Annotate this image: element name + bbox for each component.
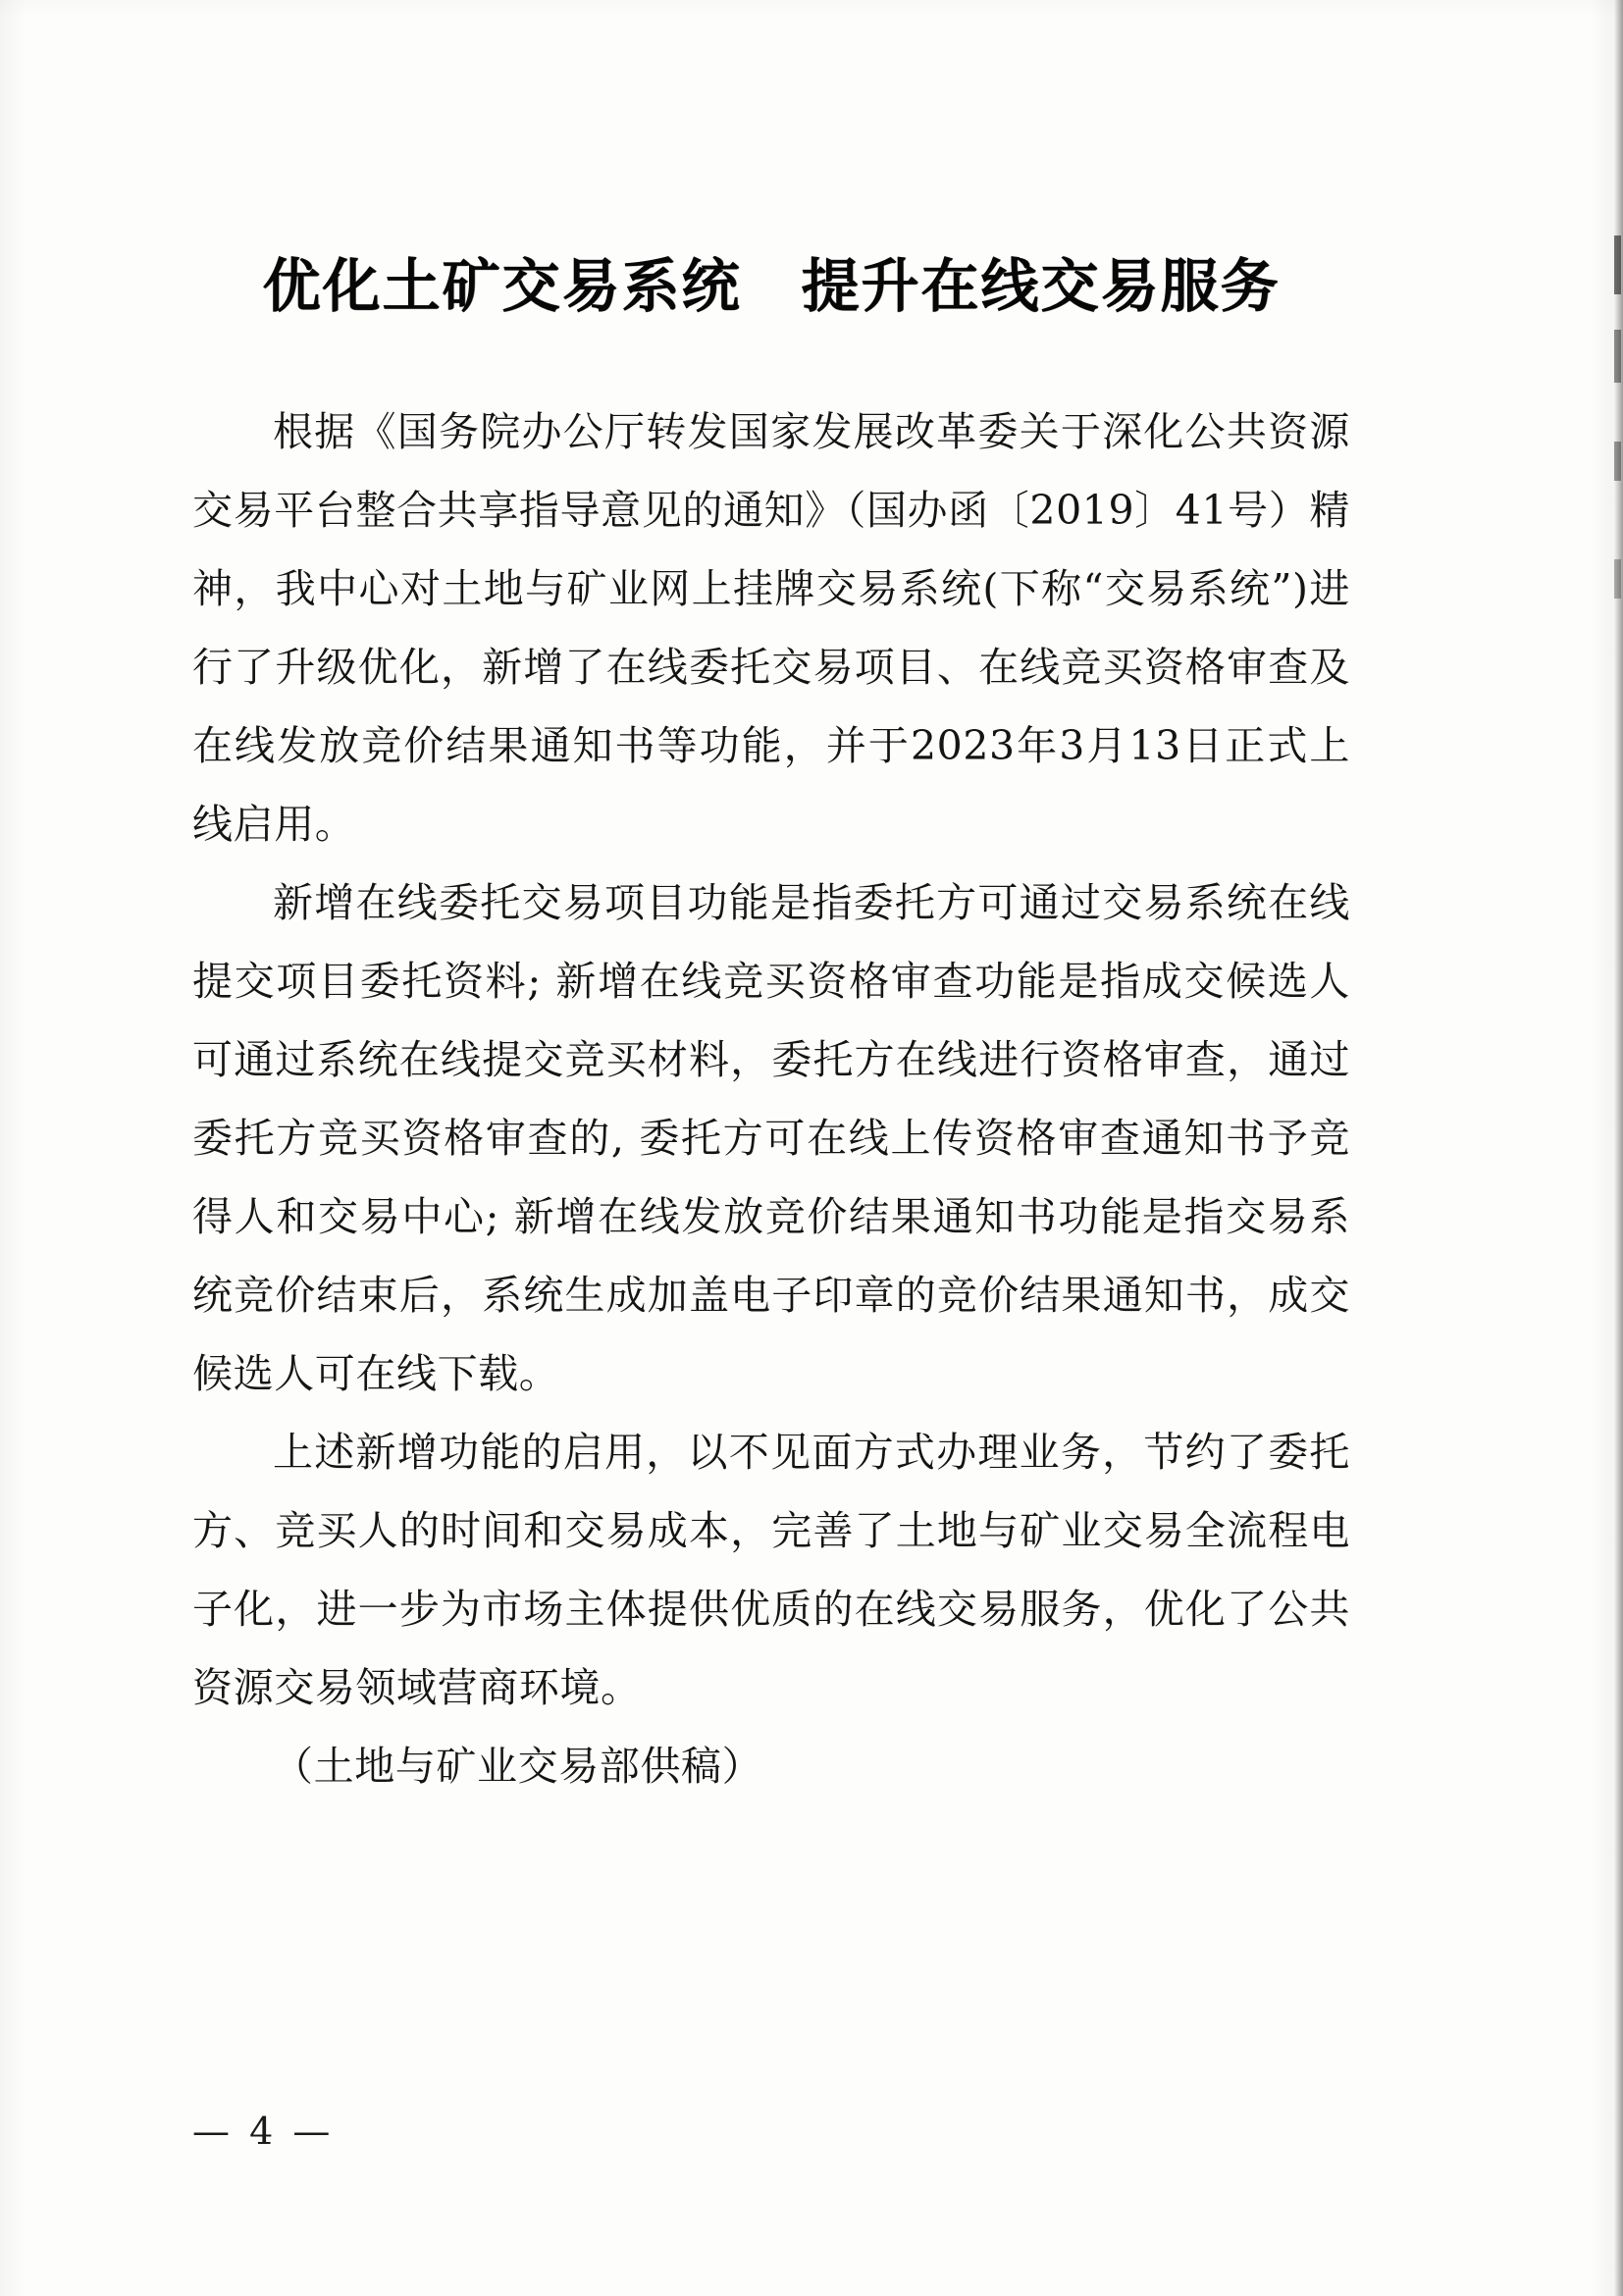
scan-edge-marks bbox=[1614, 235, 1621, 648]
document-content bbox=[192, 0, 1350, 1805]
paragraph-2: 新增在线委托交易项目功能是指委托方可通过交易系统在线提交项目委托资料; 新增在线竞买资格审查功能是指成交候选人可通过系统在线提交竞买材料，委托方在线进行资格审查，通过委托方竞买资格审查的, 委托方可在线上传资格审查通知书予竞得人和交易中心; 新增在线发放竞价结果通知书功能是指交易系统竞价结束后，系统生成加盖电子印章的竞价结果通知书，成交候选人可在线下载。 bbox=[192, 878, 1350, 1397]
attribution-line: （土地与矿业交易部供稿） bbox=[273, 1742, 763, 1790]
page-number: — 4 — bbox=[192, 2110, 335, 2153]
scan-edge-shadow bbox=[1614, 0, 1623, 2296]
paragraph-3: 上述新增功能的启用，以不见面方式办理业务，节约了委托方、竞买人的时间和交易成本，完善了土地与矿业交易全流程电子化，进一步为市场主体提供优质的在线交易服务，优化了公共资源交易领域营商环境。 bbox=[192, 1428, 1350, 1711]
paragraph-1: 根据《国务院办公厅转发国家发展改革委关于深化公共资源交易平台整合共享指导意见的通知》（国办函〔2019〕41号）精神，我中心对土地与矿业网上挂牌交易系统(下称“交易系统”)进行了升级优化，新增了在线委托交易项目、在线竞买资格审查及在线发放竞价结果通知书等功能，并于2023年3月13日正式上线启用。 bbox=[192, 407, 1350, 848]
document-body bbox=[192, 392, 1350, 1805]
page-title: 优化土矿交易系统 提升在线交易服务 bbox=[262, 252, 1281, 320]
